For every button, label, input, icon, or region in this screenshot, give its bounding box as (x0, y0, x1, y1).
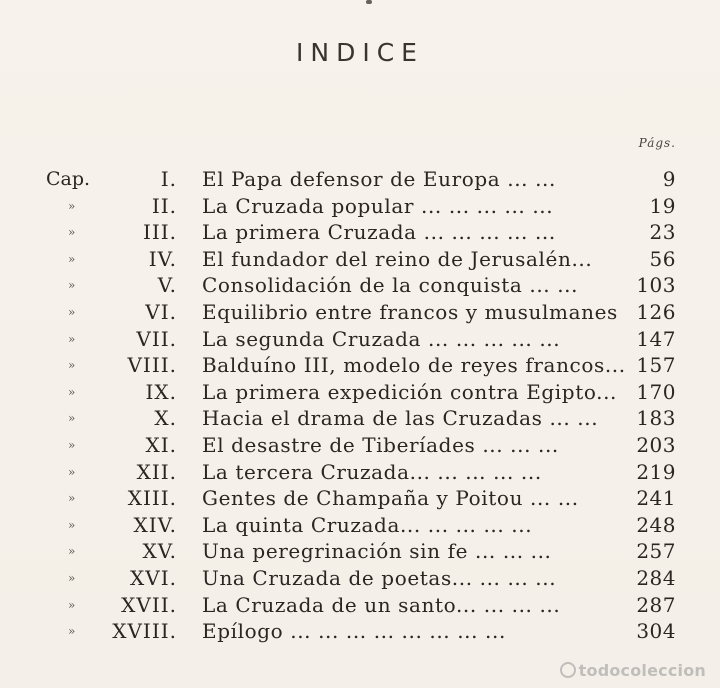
toc-entry (0, 618, 720, 645)
ditto-mark: » (68, 570, 76, 585)
chapter-numeral: VII. (136, 326, 177, 351)
ditto-mark: » (68, 411, 76, 426)
chapter-title: La primera expedición contra Egipto... (202, 379, 617, 404)
page-number: 56 (649, 246, 676, 271)
ditto-mark: » (68, 491, 76, 506)
toc-entry (0, 512, 720, 539)
pages-column-label: Págs. (638, 136, 676, 150)
watermark-logo-icon (560, 662, 576, 678)
page-number: 183 (636, 406, 676, 431)
chapter-numeral: XI. (145, 432, 177, 457)
toc-entry (0, 326, 720, 353)
page-title: INDICE (296, 38, 424, 67)
chapter-numeral: XII. (136, 459, 177, 484)
toc-entry (0, 193, 720, 220)
chapter-numeral: IV. (148, 246, 177, 271)
chapter-numeral: XVI. (130, 565, 177, 590)
ditto-mark: » (68, 198, 76, 213)
chapter-prefix: Cap. (46, 168, 91, 190)
page-number: 19 (649, 193, 676, 218)
page-number: 23 (649, 220, 676, 245)
chapter-title: Balduíno III, modelo de reyes francos... (202, 353, 626, 378)
toc-entry (0, 352, 720, 379)
ditto-mark: » (68, 544, 76, 559)
watermark (560, 661, 706, 680)
page-number: 157 (636, 353, 676, 378)
ditto-mark: » (68, 517, 76, 532)
chapter-title: Una peregrinación sin fe ... ... ... (202, 539, 552, 564)
chapter-numeral: V. (157, 273, 177, 298)
chapter-numeral: IX. (145, 379, 177, 404)
page-number: 304 (636, 619, 676, 644)
chapter-numeral: XVIII. (112, 619, 177, 644)
toc-entry (0, 299, 720, 326)
chapter-numeral: XIII. (127, 486, 177, 511)
chapter-title: El Papa defensor de Europa ... ... (202, 167, 556, 191)
toc-entry (0, 272, 720, 299)
page-number: 284 (636, 565, 676, 590)
toc-entry (0, 379, 720, 406)
toc-entry (0, 538, 720, 565)
chapter-title: La segunda Cruzada ... ... ... ... ... (202, 326, 561, 351)
chapter-numeral: VI. (145, 299, 177, 324)
page-number: 9 (662, 167, 676, 191)
chapter-numeral: X. (154, 406, 177, 431)
chapter-title: La Cruzada de un santo... ... ... ... (202, 592, 561, 617)
chapter-title: La quinta Cruzada... ... ... ... ... (202, 512, 533, 537)
chapter-title: Consolidación de la conquista ... ... (202, 273, 579, 298)
page-number: 170 (636, 379, 676, 404)
ditto-mark: » (68, 464, 76, 479)
ditto-mark: » (68, 278, 76, 293)
ditto-mark: » (68, 624, 76, 639)
watermark-text: todocoleccion (578, 661, 706, 680)
chapter-title: Hacia el drama de las Cruzadas ... ... (202, 406, 599, 431)
toc-entry (0, 246, 720, 273)
page-number: 203 (636, 432, 676, 457)
page-number: 248 (636, 512, 676, 537)
chapter-numeral: XVII. (121, 592, 177, 617)
page-number: 147 (636, 326, 676, 351)
chapter-title: Una Cruzada de poetas... ... ... ... (202, 565, 557, 590)
table-of-contents (0, 166, 720, 645)
toc-entry (0, 485, 720, 512)
ditto-mark: » (68, 437, 76, 452)
ditto-mark: » (68, 358, 76, 373)
chapter-title: Epílogo ... ... ... ... ... ... ... ... (202, 619, 506, 644)
page-number: 287 (636, 592, 676, 617)
page-number: 219 (636, 459, 676, 484)
chapter-numeral: II. (151, 193, 177, 218)
toc-entry (0, 565, 720, 592)
toc-entry (0, 459, 720, 486)
chapter-title: La primera Cruzada ... ... ... ... ... (202, 220, 556, 245)
ditto-mark: » (68, 225, 76, 240)
page-mark (366, 0, 372, 4)
toc-entry (0, 405, 720, 432)
chapter-title: Equilibrio entre francos y musulmanes (202, 299, 618, 324)
ditto-mark: » (68, 251, 76, 266)
chapter-title: La Cruzada popular ... ... ... ... ... (202, 193, 554, 218)
toc-entry (0, 432, 720, 459)
toc-entry (0, 592, 720, 619)
page-number: 103 (636, 273, 676, 298)
ditto-mark: » (68, 331, 76, 346)
chapter-title: Gentes de Champaña y Poitou ... ... (202, 486, 579, 511)
chapter-numeral: XV. (142, 539, 177, 564)
page-number: 257 (636, 539, 676, 564)
chapter-title: La tercera Cruzada... ... ... ... ... (202, 459, 542, 484)
chapter-numeral: III. (142, 220, 177, 245)
ditto-mark: » (68, 384, 76, 399)
toc-entry (0, 166, 720, 193)
ditto-mark: » (68, 304, 76, 319)
chapter-title: El fundador del reino de Jerusalén... (202, 246, 593, 271)
chapter-numeral: XIV. (133, 512, 177, 537)
chapter-title: El desastre de Tiberíades ... ... ... (202, 432, 559, 457)
ditto-mark: » (68, 597, 76, 612)
page-number: 241 (636, 486, 676, 511)
chapter-numeral: VIII. (127, 353, 177, 378)
chapter-numeral: I. (160, 167, 177, 191)
toc-entry (0, 219, 720, 246)
page-number: 126 (636, 299, 676, 324)
